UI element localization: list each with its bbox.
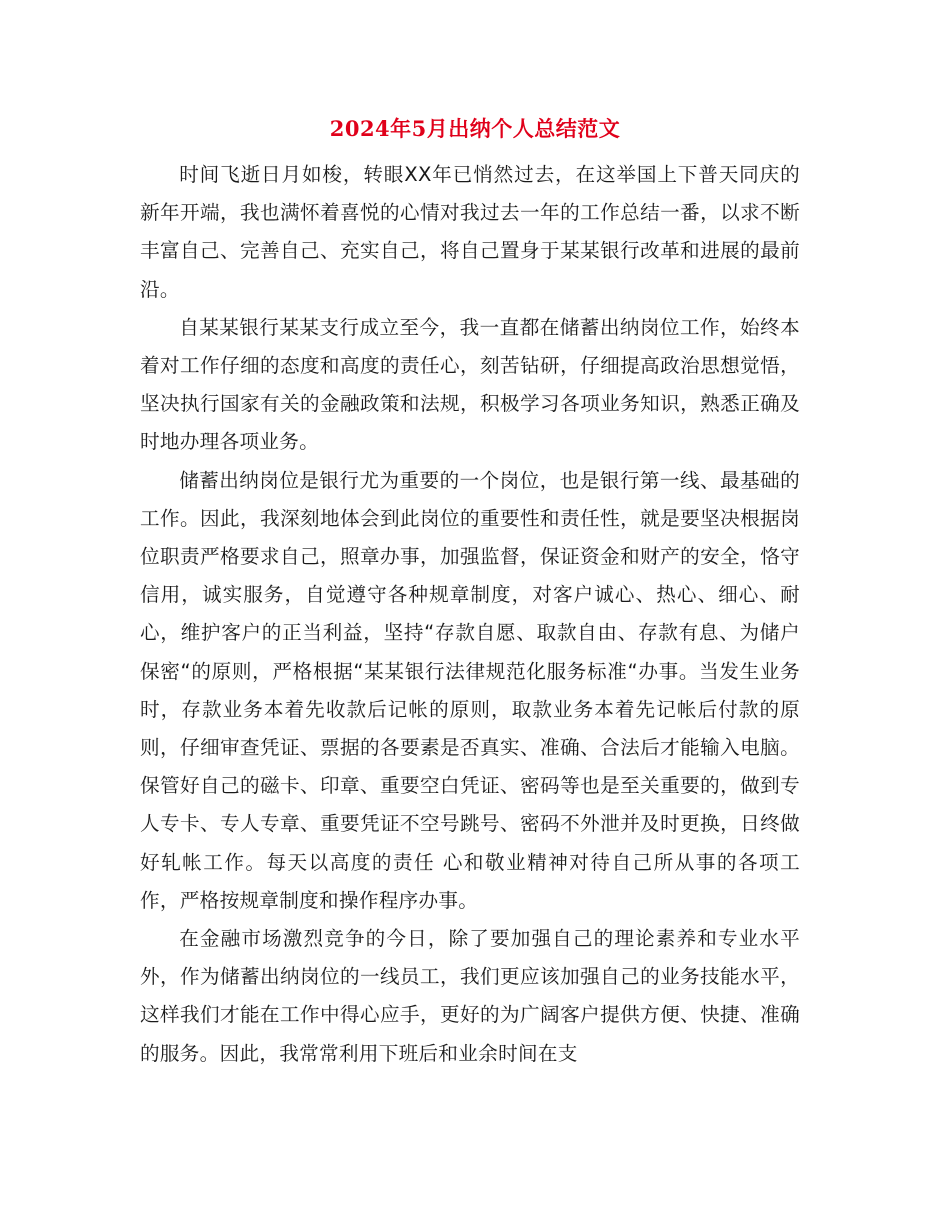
document-title: 2024年5月出纳个人总结范文 bbox=[329, 116, 621, 141]
paragraph-3: 储蓄出纳岗位是银行尤为重要的一个岗位，也是银行第一线、最基础的工作。因此，我深刻地体会到此岗位的重要性和责任性，就是要坚决根据岗位职责严格要求自己，照章办事，加强监督，保证资金和财产的安全，恪守信用，诚实服务，自觉遵守各种规章制度，对客户诚心、热心、细心、耐心，维护客户的正当利益，坚持“存款自愿、取款自由、存款有息、为储户保密“的原则，严格根据“某某银行法律规范化服务标准“办事。当发生业务时，存款业务本着先收款后记帐的原则，取款业务本着先记帐后付款的原则，仔细审查凭证、票据的各要素是否真实、准确、合法后才能输入电脑。保管好自己的磁卡、印章、重要空白凭证、密码等也是至关重要的，做到专人专卡、专人专章、重要凭证不空号跳号、密码不外泄并及时更换，日终做好轧帐工作。每天以高度的责任 心和敬业精神对待自己所从事的各项工作，严格按规章制度和操作程序办事。 bbox=[140, 468, 800, 912]
paragraph-4: 在金融市场激烈竞争的今日，除了要加强自己的理论素养和专业水平外，作为储蓄出纳岗位的一线员工，我们更应该加强自己的业务技能水平，这样我们才能在工作中得心应手，更好的为广阔客户提供方便、快捷、准确的服务。因此，我常常利用下班后和业余时间在支 bbox=[140, 927, 800, 1065]
document-body bbox=[140, 156, 800, 1073]
paragraph-2: 自某某银行某某支行成立至今，我一直都在储蓄出纳岗位工作，始终本着对工作仔细的态度和高度的责任心，刻苦钻研，仔细提高政治思想觉悟，坚决执行国家有关的金融政策和法规，积极学习各项业务知识，熟悉正确及时地办理各项业务。 bbox=[140, 315, 800, 454]
paragraph-1: 时间飞逝日月如梭，转眼XX年已悄然过去，在这举国上下普天同庆的新年开端，我也满怀着喜悦的心情对我过去一年的工作总结一番，以求不断丰富自己、完善自己、充实自己，将自己置身于某某银行改革和进展的最前沿。 bbox=[140, 163, 800, 301]
